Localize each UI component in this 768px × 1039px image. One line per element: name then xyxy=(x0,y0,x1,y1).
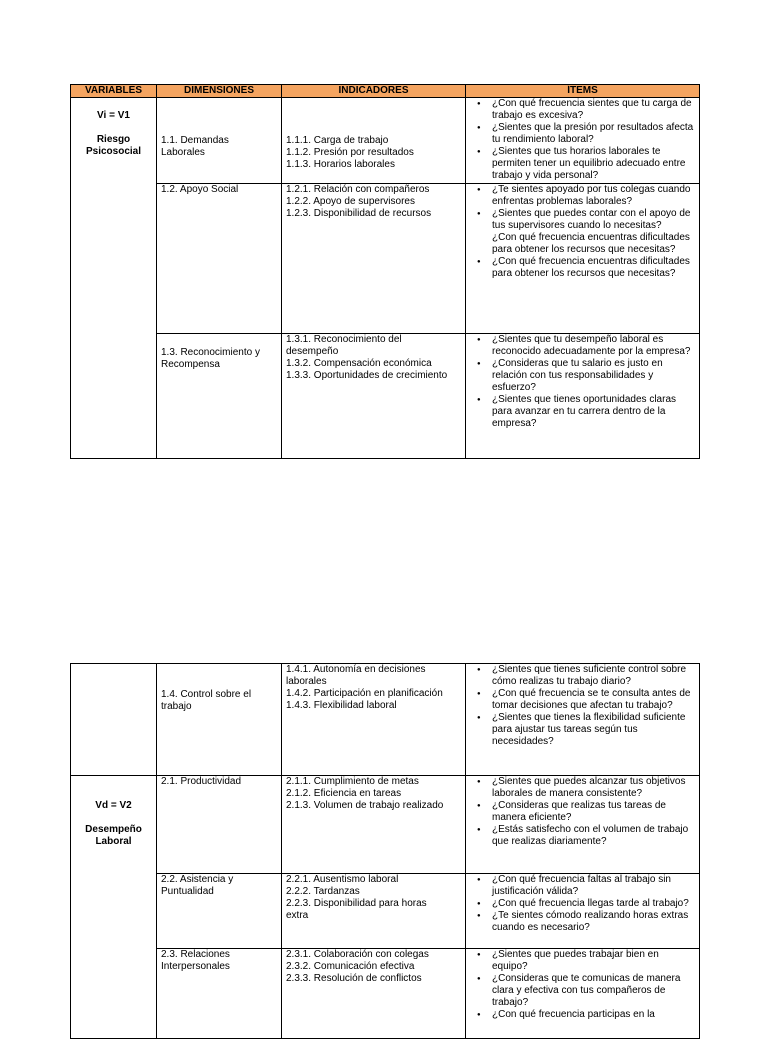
header-row xyxy=(71,85,700,98)
item-question: ● ¿Te sientes cómodo realizando horas extras cuando es necesario? xyxy=(492,910,695,934)
dimension-line: 1.1. Demandas xyxy=(161,135,229,146)
indicator-line: 1.2.3. Disponibilidad de recursos xyxy=(286,208,432,219)
dimension-line: Recompensa xyxy=(161,359,220,370)
indicator-cell xyxy=(282,949,466,1039)
item-question: ● ¿Sientes que tienes oportunidades claras para avanzar en tu carrera dentro de la empresa? xyxy=(492,394,695,430)
header-dimensiones: DIMENSIONES xyxy=(157,85,282,98)
dimension-line: 2.2. Asistencia y xyxy=(161,874,234,885)
items-list xyxy=(470,776,695,848)
variable-v2-name-1: Desempeño xyxy=(85,824,142,835)
table-row xyxy=(71,664,700,776)
items-cell xyxy=(466,664,700,776)
indicator-cell xyxy=(282,98,466,184)
table-row xyxy=(71,949,700,1039)
items-cell xyxy=(466,874,700,949)
indicator-cell xyxy=(282,664,466,776)
items-list xyxy=(470,184,695,280)
indicator-line: 1.1.2. Presión por resultados xyxy=(286,147,414,158)
indicator-line: 1.1.3. Horarios laborales xyxy=(286,159,395,170)
item-question: ¿Con qué frecuencia encuentras dificultades para obtener los recursos que necesitas? xyxy=(492,232,690,255)
dimension-line: Puntualidad xyxy=(161,886,214,897)
indicator-line: 2.1.1. Cumplimiento de metas xyxy=(286,776,419,787)
dimension-cell xyxy=(157,98,282,184)
dimension-line: 1.3. Reconocimiento y xyxy=(161,347,260,358)
dimension-cell xyxy=(157,334,282,459)
items-cell xyxy=(466,184,700,334)
variable-v1-cell xyxy=(71,98,157,459)
items-list xyxy=(470,664,695,748)
item-question: ● ¿Con qué frecuencia llegas tarde al trabajo? xyxy=(492,898,695,910)
items-cell xyxy=(466,776,700,874)
table-row xyxy=(71,184,700,334)
indicator-line: extra xyxy=(286,910,309,921)
operationalization-table-part-1 xyxy=(70,84,700,459)
indicator-cell xyxy=(282,874,466,949)
indicator-line: 1.2.1. Relación con compañeros xyxy=(286,184,430,195)
indicator-line: 2.2.3. Disponibilidad para horas xyxy=(286,898,427,909)
variable-v2-code: Vd = V2 xyxy=(95,800,132,811)
item-question: ● ¿Sientes que tienes suficiente control sobre cómo realizas tu trabajo diario? xyxy=(492,664,695,688)
variable-v2-name-2: Laboral xyxy=(95,836,132,847)
dimension-line: trabajo xyxy=(161,701,192,712)
indicator-line: 2.1.2. Eficiencia en tareas xyxy=(286,788,402,799)
item-question: ● ¿Consideras que realizas tus tareas de manera eficiente? xyxy=(492,800,695,824)
indicator-line: 1.4.3. Flexibilidad laboral xyxy=(286,700,397,711)
variable-v1-code: Vi = V1 xyxy=(97,110,130,121)
item-question: ● ¿Sientes que puedes trabajar bien en equipo? xyxy=(492,949,695,973)
items-list xyxy=(470,874,695,934)
dimension-line: 2.3. Relaciones xyxy=(161,949,230,960)
indicator-line: desempeño xyxy=(286,346,339,357)
dimension-line: 2.1. Productividad xyxy=(161,776,242,787)
item-question: ● ¿Sientes que la presión por resultados afecta tu rendimiento laboral? xyxy=(492,122,695,146)
item-question: ● ¿Con qué frecuencia faltas al trabajo sin justificación válida? xyxy=(492,874,695,898)
indicator-cell xyxy=(282,184,466,334)
indicator-cell xyxy=(282,334,466,459)
indicator-line: 1.1.1. Carga de trabajo xyxy=(286,135,389,146)
dimension-cell xyxy=(157,874,282,949)
indicator-line: 2.3.3. Resolución de conflictos xyxy=(286,973,422,984)
items-list xyxy=(470,334,695,430)
item-question: ● ¿Consideras que tu salario es justo en relación con tus responsabilidades y esfuerzo? xyxy=(492,358,695,394)
item-question: ● ¿Con qué frecuencia sientes que tu carga de trabajo es excesiva? xyxy=(492,98,695,122)
header-indicadores: INDICADORES xyxy=(282,85,466,98)
dimension-line: Laborales xyxy=(161,147,205,158)
items-cell xyxy=(466,949,700,1039)
item-question: ● ¿Estás satisfecho con el volumen de trabajo que realizas diariamente? xyxy=(492,824,695,848)
dimension-cell xyxy=(157,776,282,874)
dimension-line: 1.4. Control sobre el xyxy=(161,689,252,700)
items-cell xyxy=(466,334,700,459)
item-question: ● ¿Con qué frecuencia encuentras dificultades para obtener los recursos que necesitas? xyxy=(492,256,695,280)
dimension-cell xyxy=(157,184,282,334)
item-question: ● ¿Sientes que tu desempeño laboral es reconocido adecuadamente por la empresa? xyxy=(492,334,695,358)
variable-v1-continued-cell xyxy=(71,664,157,776)
indicator-line: 1.3.2. Compensación económica xyxy=(286,358,432,369)
dimension-line: Interpersonales xyxy=(161,961,230,972)
dimension-cell xyxy=(157,664,282,776)
indicator-line: laborales xyxy=(286,676,327,687)
table-row xyxy=(71,776,700,874)
header-items: ÍTEMS xyxy=(466,85,700,98)
dimension-line: 1.2. Apoyo Social xyxy=(161,184,239,195)
indicator-line: 1.4.1. Autonomía en decisiones xyxy=(286,664,426,675)
table-row xyxy=(71,334,700,459)
operationalization-table-part-2 xyxy=(70,663,700,1039)
item-question: ● ¿Consideras que te comunicas de manera clara y efectiva con tus compañeros de trabajo? xyxy=(492,973,695,1009)
table-row xyxy=(71,874,700,949)
items-list xyxy=(470,98,695,182)
item-question: ● ¿Sientes que tus horarios laborales te permiten tener un equilibrio adecuado entre trabajo y vida personal? xyxy=(492,146,695,182)
table-row xyxy=(71,98,700,184)
indicator-line: 1.2.2. Apoyo de supervisores xyxy=(286,196,415,207)
indicator-line: 2.3.1. Colaboración con colegas xyxy=(286,949,429,960)
items-list xyxy=(470,949,695,1021)
indicator-line: 1.3.3. Oportunidades de crecimiento xyxy=(286,370,448,381)
item-question: ● ¿Con qué frecuencia participas en la xyxy=(492,1009,695,1021)
variable-v2-cell xyxy=(71,776,157,1039)
indicator-line: 2.2.2. Tardanzas xyxy=(286,886,360,897)
variable-v1-name-1: Riesgo xyxy=(96,134,131,145)
dimension-cell xyxy=(157,949,282,1039)
item-question: ● ¿Sientes que puedes contar con el apoyo de tus supervisores cuando lo necesitas? xyxy=(492,208,695,232)
item-question: ● ¿Sientes que puedes alcanzar tus objetivos laborales de manera consistente? xyxy=(492,776,695,800)
indicator-line: 2.2.1. Ausentismo laboral xyxy=(286,874,399,885)
indicator-line: 1.4.2. Participación en planificación xyxy=(286,688,443,699)
item-question: ● ¿Sientes que tienes la flexibilidad suficiente para ajustar tus tareas según tus necesidades? xyxy=(492,712,695,748)
indicator-cell xyxy=(282,776,466,874)
item-question: ● ¿Con qué frecuencia se te consulta antes de tomar decisiones que afectan tu trabajo? xyxy=(492,688,695,712)
items-cell xyxy=(466,98,700,184)
indicator-line: 2.1.3. Volumen de trabajo realizado xyxy=(286,800,444,811)
indicator-line: 1.3.1. Reconocimiento del xyxy=(286,334,402,345)
variable-v1-name-2: Psicosocial xyxy=(85,146,142,157)
item-question: ● ¿Te sientes apoyado por tus colegas cuando enfrentas problemas laborales? xyxy=(492,184,695,208)
indicator-line: 2.3.2. Comunicación efectiva xyxy=(286,961,415,972)
header-variables: VARIABLES xyxy=(71,85,157,98)
